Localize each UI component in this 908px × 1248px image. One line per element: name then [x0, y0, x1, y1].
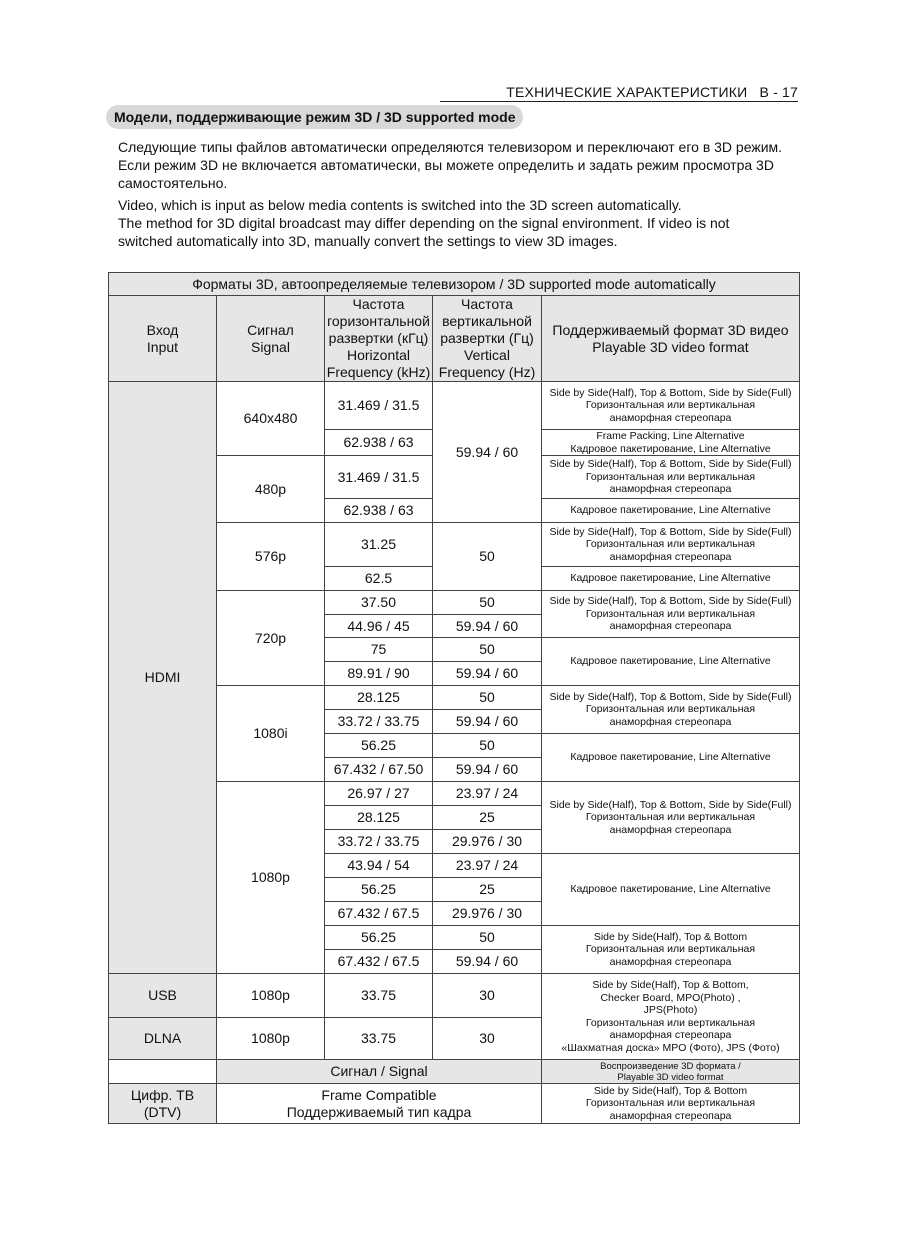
hfreq-cell: 44.96 / 45: [325, 615, 433, 638]
signal-cell: 480p: [217, 456, 325, 523]
section-title: ТЕХНИЧЕСКИЕ ХАРАКТЕРИСТИКИ: [506, 84, 748, 100]
hfreq-cell: 28.125: [325, 686, 433, 710]
format-cell: Side by Side(Half), Top & Bottom, Side by Side(Full) Горизонтальная или вертикальная анаморфная стереопара: [542, 456, 800, 499]
format-cell: Кадровое пакетирование, Line Alternative: [542, 638, 800, 686]
format-cell: Кадровое пакетирование, Line Alternative: [542, 499, 800, 523]
vfreq-cell: 50: [433, 638, 542, 662]
format-cell: Side by Side(Half), Top & Bottom, Checker Board, MPO(Photo) , JPS(Photo) Горизонтальная или вертикальная анаморфная стереопара «Шахматная доска» MPO (Фото), JPS (Фото): [542, 974, 800, 1060]
vfreq-cell: 50: [433, 591, 542, 615]
hfreq-cell: 33.75: [325, 1018, 433, 1060]
hfreq-cell: 33.72 / 33.75: [325, 830, 433, 854]
hfreq-cell: 67.432 / 67.5: [325, 902, 433, 926]
hfreq-cell: 37.50: [325, 591, 433, 615]
intro-english: Video, which is input as below media contents is switched into the 3D screen automatically. The method for 3D digital broadcast may differ depending on the signal environment. If video is not switched automatically into 3D, manually convert the settings to view 3D images.: [118, 197, 730, 249]
signal-cell: 1080p: [217, 974, 325, 1018]
vfreq-cell: 29.976 / 30: [433, 830, 542, 854]
format-cell: Кадровое пакетирование, Line Alternative: [542, 734, 800, 782]
hfreq-cell: 26.97 / 27: [325, 782, 433, 806]
hfreq-cell: 67.432 / 67.5: [325, 950, 433, 974]
format-cell: Кадровое пакетирование, Line Alternative: [542, 567, 800, 591]
page-number: B - 17: [759, 84, 798, 100]
header-input: Вход Input: [109, 296, 217, 382]
hfreq-cell: 31.469 / 31.5: [325, 456, 433, 499]
signal-cell: 720p: [217, 591, 325, 686]
vfreq-cell: 25: [433, 878, 542, 902]
hfreq-cell: 31.469 / 31.5: [325, 382, 433, 430]
input-dtv: Цифр. ТВ (DTV): [109, 1084, 217, 1124]
hfreq-cell: 33.75: [325, 974, 433, 1018]
hfreq-cell: 56.25: [325, 878, 433, 902]
format-cell: Side by Side(Half), Top & Bottom, Side by Side(Full) Горизонтальная или вертикальная анаморфная стереопара: [542, 782, 800, 854]
dtv-header-format: Воспроизведение 3D формата / Playable 3D video format: [542, 1060, 800, 1084]
vfreq-cell: 59.94 / 60: [433, 950, 542, 974]
vfreq-cell: 30: [433, 974, 542, 1018]
format-cell: Кадровое пакетирование, Line Alternative: [542, 854, 800, 926]
table-row-dtv: [109, 1084, 800, 1124]
dtv-header-row: [109, 1060, 800, 1084]
table-header-row: [109, 296, 800, 382]
vfreq-cell: 59.94 / 60: [433, 710, 542, 734]
hfreq-cell: 56.25: [325, 926, 433, 950]
vfreq-cell: 59.94 / 60: [433, 758, 542, 782]
hfreq-cell: 62.5: [325, 567, 433, 591]
vfreq-cell: 59.94 / 60: [433, 382, 542, 523]
hfreq-cell: 56.25: [325, 734, 433, 758]
hfreq-cell: 62.938 / 63: [325, 430, 433, 456]
vfreq-cell: 29.976 / 30: [433, 902, 542, 926]
vfreq-cell: 30: [433, 1018, 542, 1060]
header-format: Поддерживаемый формат 3D видео Playable 3D video format: [542, 296, 800, 382]
signal-cell: 1080i: [217, 686, 325, 782]
vfreq-cell: 50: [433, 523, 542, 591]
input-hdmi: HDMI: [109, 382, 217, 974]
vfreq-cell: 59.94 / 60: [433, 615, 542, 638]
section-heading: Модели, поддерживающие режим 3D / 3D supported mode: [106, 105, 523, 129]
hfreq-cell: 75: [325, 638, 433, 662]
format-cell: Side by Side(Half), Top & Bottom, Side by Side(Full) Горизонтальная или вертикальная анаморфная стереопара: [542, 591, 800, 638]
vfreq-cell: 50: [433, 686, 542, 710]
signal-cell: 640x480: [217, 382, 325, 456]
table-title-row: [109, 273, 800, 296]
vfreq-cell: 23.97 / 24: [433, 782, 542, 806]
header-vfreq: Частота вертикальной развертки (Гц) Vertical Frequency (Hz): [433, 296, 542, 382]
vfreq-cell: 50: [433, 926, 542, 950]
vfreq-cell: 23.97 / 24: [433, 854, 542, 878]
hfreq-cell: 67.432 / 67.50: [325, 758, 433, 782]
header-hfreq: Частота горизонтальной развертки (кГц) Horizontal Frequency (kHz): [325, 296, 433, 382]
format-cell: Side by Side(Half), Top & Bottom Горизонтальная или вертикальная анаморфная стереопара: [542, 926, 800, 974]
intro-russian: Следующие типы файлов автоматически определяются телевизором и переключают его в 3D режим. Если режим 3D не включается автоматически, вы можете определить и задать режим просмотра 3D самостоятельно.: [118, 139, 783, 191]
dtv-signal: Frame Compatible Поддерживаемый тип кадра: [217, 1084, 542, 1124]
blank-cell: [109, 1060, 217, 1084]
vfreq-cell: 50: [433, 734, 542, 758]
hfreq-cell: 28.125: [325, 806, 433, 830]
table-row: [109, 382, 800, 430]
header-signal: Сигнал Signal: [217, 296, 325, 382]
signal-cell: 1080p: [217, 782, 325, 974]
page-header: [440, 84, 798, 102]
format-cell: Side by Side(Half), Top & Bottom, Side by Side(Full) Горизонтальная или вертикальная анаморфная стереопара: [542, 382, 800, 430]
format-cell: Side by Side(Half), Top & Bottom, Side by Side(Full) Горизонтальная или вертикальная анаморфная стереопара: [542, 686, 800, 734]
input-usb: USB: [109, 974, 217, 1018]
hfreq-cell: 62.938 / 63: [325, 499, 433, 523]
hfreq-cell: 33.72 / 33.75: [325, 710, 433, 734]
dtv-header-signal: Сигнал / Signal: [217, 1060, 542, 1084]
vfreq-cell: 59.94 / 60: [433, 662, 542, 686]
signal-cell: 576p: [217, 523, 325, 591]
input-dlna: DLNA: [109, 1018, 217, 1060]
format-cell: Side by Side(Half), Top & Bottom, Side by Side(Full) Горизонтальная или вертикальная анаморфная стереопара: [542, 523, 800, 567]
hfreq-cell: 31.25: [325, 523, 433, 567]
table-row-usb: [109, 974, 800, 1018]
format-cell: Frame Packing, Line Alternative Кадровое пакетирование, Line Alternative: [542, 430, 800, 456]
3d-formats-table: [108, 272, 800, 1124]
hfreq-cell: 43.94 / 54: [325, 854, 433, 878]
signal-cell: 1080p: [217, 1018, 325, 1060]
table-title: Форматы 3D, автоопределяемые телевизором / 3D supported mode automatically: [109, 273, 800, 296]
vfreq-cell: 25: [433, 806, 542, 830]
format-cell: Side by Side(Half), Top & Bottom Горизонтальная или вертикальная анаморфная стереопара: [542, 1084, 800, 1124]
hfreq-cell: 89.91 / 90: [325, 662, 433, 686]
